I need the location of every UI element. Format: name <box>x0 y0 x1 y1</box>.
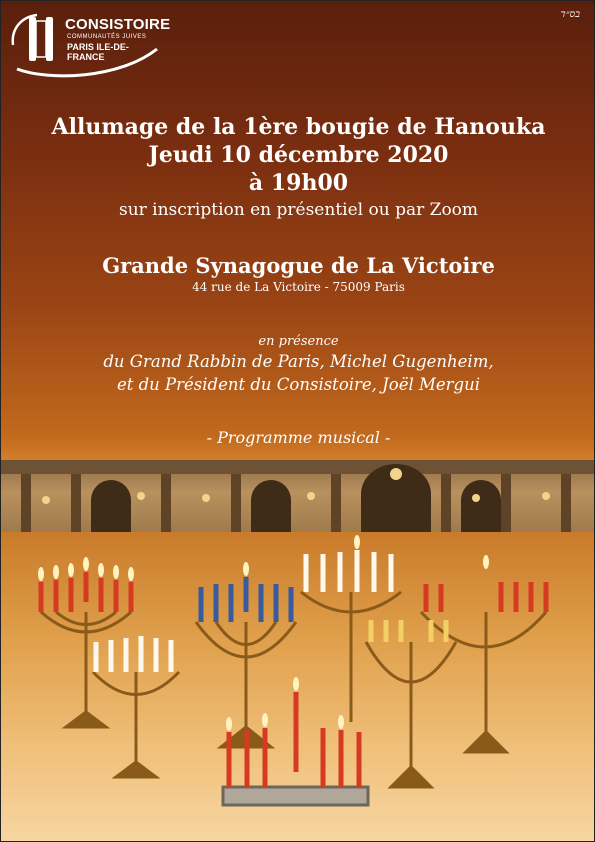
consistoire-logo <box>9 9 171 79</box>
menorah-icon <box>1 532 595 842</box>
event-title <box>1 113 595 197</box>
registration-note: sur inscription en présentiel ou par Zoom <box>118 200 479 220</box>
synagogue-interior-image <box>1 460 595 532</box>
event-time: à 19h00 <box>248 170 349 196</box>
venue-name: Grande Synagogue de La Victoire <box>102 253 495 278</box>
program-note: - Programme musical - <box>206 428 391 447</box>
menorahs-photo <box>1 532 595 842</box>
event-title-line: Allumage de la 1ère bougie de Hanouka <box>51 114 546 140</box>
bsd-mark: בס״ד <box>560 9 580 20</box>
presence-intro: en présence <box>258 334 339 349</box>
logo-name: CONSISTOIRE <box>65 16 171 33</box>
venue-address: 44 rue de La Victoire - 75009 Paris <box>192 280 405 294</box>
guest-line: du Grand Rabbin de Paris, Michel Gugenheim, <box>103 352 494 371</box>
logo-tagline: COMMUNAUTÉS JUIVES <box>67 34 147 40</box>
event-date: Jeudi 10 décembre 2020 <box>148 142 449 168</box>
presence-guests <box>1 350 595 396</box>
guest-line: et du Président du Consistoire, Joël Mergui <box>116 375 481 394</box>
logo-region: PARIS ILE-DE-FRANCE <box>67 42 129 62</box>
